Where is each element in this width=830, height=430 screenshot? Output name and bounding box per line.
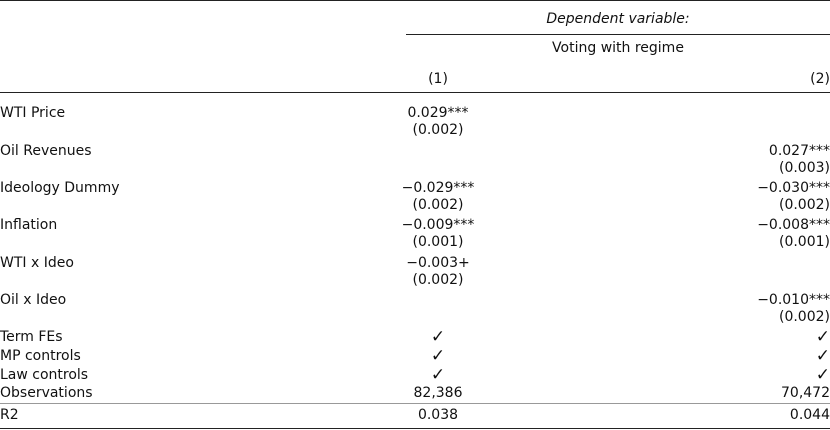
row-label: Ideology Dummy [0,180,120,196]
table-cell: −0.008*** [757,217,830,233]
column-header-1: (1) [428,71,448,87]
checkmark-icon: ✓ [815,327,830,347]
stat-value: 0.038 [417,407,459,423]
checkmark-icon: ✓ [430,346,446,366]
stat-value: 0.044 [789,407,830,423]
checkmark-icon: ✓ [430,365,446,385]
table-cell-se: (0.002) [778,309,830,325]
table-cell: 0.029*** [407,105,469,121]
row-label: Inflation [0,217,58,233]
table-cell-se: (0.003) [778,160,830,176]
control-label: Law controls [0,367,89,383]
header-rule [0,92,830,93]
table-cell: −0.009*** [401,217,475,233]
control-label: MP controls [0,348,81,364]
dependent-variable-label: Dependent variable: [546,11,690,27]
table-cell: −0.030*** [757,180,830,196]
dependent-variable-name: Voting with regime [552,40,684,56]
table-cell: −0.003+ [406,255,470,271]
stat-label: Observations [0,385,93,401]
checkmark-icon: ✓ [815,346,830,366]
stat-label: R2 [0,407,19,423]
bottom-rule [0,428,830,429]
table-cell-se: (0.002) [412,197,464,213]
table-cell: 0.027*** [768,143,830,159]
stats-rule [0,403,830,404]
dependent-variable-rule [406,34,830,35]
table-cell: −0.029*** [401,180,475,196]
top-rule [0,0,830,1]
column-header-2: (2) [810,71,830,87]
control-label: Term FEs [0,329,63,345]
table-cell-se: (0.002) [412,272,464,288]
row-label: Oil Revenues [0,143,92,159]
table-cell: −0.010*** [757,292,830,308]
stat-value: 70,472 [781,385,830,401]
table-cell-se: (0.001) [412,234,464,250]
stat-value: 82,386 [413,385,463,401]
row-label: WTI x Ideo [0,255,74,271]
table-cell-se: (0.001) [778,234,830,250]
table-cell-se: (0.002) [412,122,464,138]
checkmark-icon: ✓ [430,327,446,347]
row-label: WTI Price [0,105,66,121]
table-cell-se: (0.002) [778,197,830,213]
row-label: Oil x Ideo [0,292,67,308]
checkmark-icon: ✓ [815,365,830,385]
